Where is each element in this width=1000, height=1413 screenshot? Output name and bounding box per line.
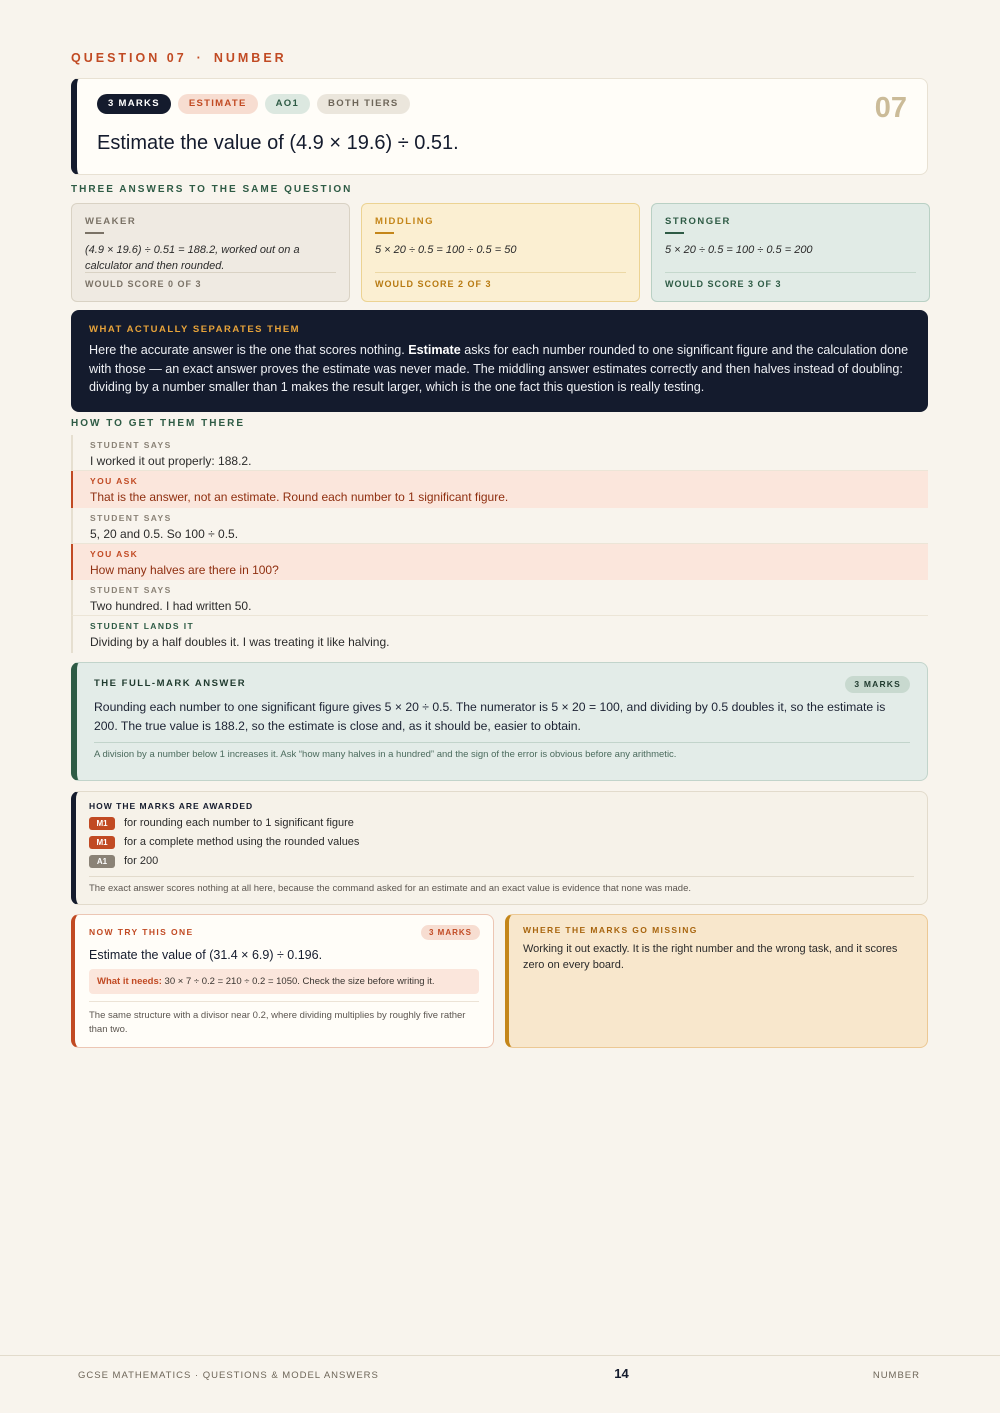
mark-criterion: for a complete method using the rounded values bbox=[124, 836, 360, 848]
hint-label: What it needs: bbox=[97, 976, 162, 987]
full-mark-label: THE FULL-MARK ANSWER bbox=[94, 678, 247, 689]
turn-speaker: STUDENT LANDS IT bbox=[90, 621, 195, 632]
weaker-working: (4.9 × 19.6) ÷ 0.51 = 188.2, worked out on a calculator and then rounded. bbox=[85, 244, 300, 272]
dialogue-turn bbox=[71, 616, 928, 652]
stronger-working: 5 × 20 ÷ 0.5 = 100 ÷ 0.5 = 200 bbox=[665, 244, 813, 256]
turn-text: 5, 20 and 0.5. So 100 ÷ 0.5. bbox=[90, 526, 239, 541]
full-mark-answer-card bbox=[71, 662, 928, 781]
weaker-rule bbox=[85, 232, 104, 234]
separates-text bbox=[89, 341, 910, 397]
page-number: 14 bbox=[614, 1366, 629, 1381]
turn-speaker: STUDENT SAYS bbox=[90, 585, 172, 596]
mark-scheme-note: The exact answer scores nothing at all here, because the command asked for an estimate and an exact value is evidence that none was made. bbox=[89, 883, 692, 894]
dialogue-turn bbox=[71, 508, 928, 544]
middling-rule bbox=[375, 232, 394, 234]
dialogue-turn bbox=[71, 435, 928, 471]
weaker-score: WOULD SCORE 0 OF 3 bbox=[85, 279, 202, 289]
stronger-answer-card bbox=[651, 203, 930, 302]
tag-command: ESTIMATE bbox=[178, 94, 258, 114]
divider bbox=[89, 876, 914, 877]
mark-row bbox=[89, 854, 914, 868]
divider bbox=[89, 1001, 479, 1002]
hint-text: 30 × 7 ÷ 0.2 = 210 ÷ 0.2 = 1050. Check the size before writing it. bbox=[161, 976, 435, 987]
answers-section-label: THREE ANSWERS TO THE SAME QUESTION bbox=[71, 184, 353, 195]
turn-speaker: STUDENT SAYS bbox=[90, 440, 172, 450]
weaker-answer-card bbox=[71, 203, 350, 302]
marks-missing-card bbox=[505, 914, 928, 1048]
dialogue-section-label: HOW TO GET THEM THERE bbox=[71, 418, 246, 429]
mark-row bbox=[89, 835, 914, 849]
kicker-separator: · bbox=[196, 51, 204, 65]
full-mark-text: Rounding each number to one significant figure gives 5 × 20 ÷ 0.5. The numerator is 5 × 20 = 100, and dividing by 0.5 doubles it, so the estimate is 200. The true value is 188.2, so the estimate is close and, as it should be, easier to obtain. bbox=[94, 700, 886, 733]
practice-note: The same structure with a divisor near 0.2, where dividing multiplies by roughly five rather than two. bbox=[89, 1010, 466, 1035]
stronger-score: WOULD SCORE 3 OF 3 bbox=[665, 279, 782, 289]
mark-scheme-label: HOW THE MARKS ARE AWARDED bbox=[89, 801, 254, 811]
divider bbox=[85, 272, 336, 273]
turn-text: Dividing by a half doubles it. I was treating it like halving. bbox=[90, 635, 390, 650]
mark-row bbox=[89, 816, 914, 830]
divider bbox=[665, 272, 916, 273]
turn-text: I worked it out properly: 188.2. bbox=[90, 454, 252, 468]
separates-label: WHAT ACTUALLY SEPARATES THEM bbox=[89, 324, 301, 335]
question-tags bbox=[97, 94, 410, 114]
practice-question-card bbox=[71, 914, 494, 1048]
mark-criterion: for 200 bbox=[124, 855, 159, 867]
separates-keyword: Estimate bbox=[408, 343, 461, 357]
question-text: Estimate the value of (4.9 × 19.6) ÷ 0.51. bbox=[97, 132, 459, 154]
dialogue-turn bbox=[71, 580, 928, 616]
practice-label: NOW TRY THIS ONE bbox=[89, 927, 194, 937]
separates-text-start: Here the accurate answer is the one that scores nothing. bbox=[89, 343, 409, 357]
separates-panel bbox=[71, 310, 928, 412]
turn-speaker: YOU ASK bbox=[90, 548, 139, 559]
dialogue-turn bbox=[71, 544, 928, 580]
practice-marks-badge: 3 MARKS bbox=[421, 925, 480, 940]
turn-text: How many halves are there in 100? bbox=[90, 562, 279, 577]
tag-assessment-objective: AO1 bbox=[265, 94, 310, 114]
weaker-label: WEAKER bbox=[85, 216, 137, 227]
question-card bbox=[71, 78, 928, 175]
footer-title: GCSE MATHEMATICS · QUESTIONS & MODEL ANSWERS bbox=[78, 1370, 379, 1381]
page-footer bbox=[0, 1355, 1000, 1413]
stronger-rule bbox=[665, 232, 684, 234]
footer-section: NUMBER bbox=[872, 1370, 920, 1381]
question-number: 07 bbox=[874, 92, 907, 124]
practice-hint bbox=[89, 969, 479, 994]
middling-score: WOULD SCORE 2 OF 3 bbox=[375, 279, 492, 289]
full-mark-note: A division by a number below 1 increases it. Ask “how many halves in a hundred” and the sign of the error is obvious before any arithmetic. bbox=[94, 749, 677, 760]
marks-missing-text: Working it out exactly. It is the right number and the wrong task, and it scores zero on every board. bbox=[523, 943, 898, 971]
divider bbox=[94, 742, 910, 743]
mark-scheme-card bbox=[71, 791, 928, 905]
tag-marks: 3 MARKS bbox=[97, 94, 171, 114]
mark-code: M1 bbox=[89, 836, 115, 849]
full-mark-badge: 3 MARKS bbox=[845, 676, 910, 693]
turn-text: Two hundred. I had written 50. bbox=[90, 599, 252, 614]
turn-speaker: YOU ASK bbox=[90, 476, 139, 487]
stronger-label: STRONGER bbox=[665, 216, 731, 227]
dialogue-turn bbox=[71, 471, 928, 507]
answer-cards bbox=[71, 203, 930, 302]
kicker-topic: NUMBER bbox=[213, 51, 287, 65]
dialogue bbox=[71, 435, 928, 653]
turn-text: That is the answer, not an estimate. Round each number to 1 significant figure. bbox=[90, 490, 509, 505]
middling-label: MIDDLING bbox=[375, 216, 434, 227]
mark-code: M1 bbox=[89, 817, 115, 830]
mark-criterion: for rounding each number to 1 significant figure bbox=[124, 817, 354, 829]
practice-question: Estimate the value of (31.4 × 6.9) ÷ 0.196. bbox=[89, 948, 323, 962]
turn-speaker: STUDENT SAYS bbox=[90, 512, 172, 523]
tag-tier: BOTH TIERS bbox=[317, 94, 410, 114]
mark-code: A1 bbox=[89, 855, 115, 868]
middling-answer-card bbox=[361, 203, 640, 302]
divider bbox=[375, 272, 626, 273]
middling-working: 5 × 20 ÷ 0.5 = 100 ÷ 0.5 = 50 bbox=[375, 244, 517, 256]
separates-text-end: asks for each number rounded to one significant figure and the calculation done with those — an exact answer proves the estimate was never made. The middling answer estimates correctly and then halves instead of doubling: dividing by a number smaller than 1 makes the result larger, which is the one fact this question is really testing. bbox=[89, 343, 909, 394]
kicker-question: QUESTION 07 bbox=[71, 51, 187, 65]
question-kicker bbox=[71, 51, 287, 65]
marks-missing-label: WHERE THE MARKS GO MISSING bbox=[523, 925, 698, 935]
